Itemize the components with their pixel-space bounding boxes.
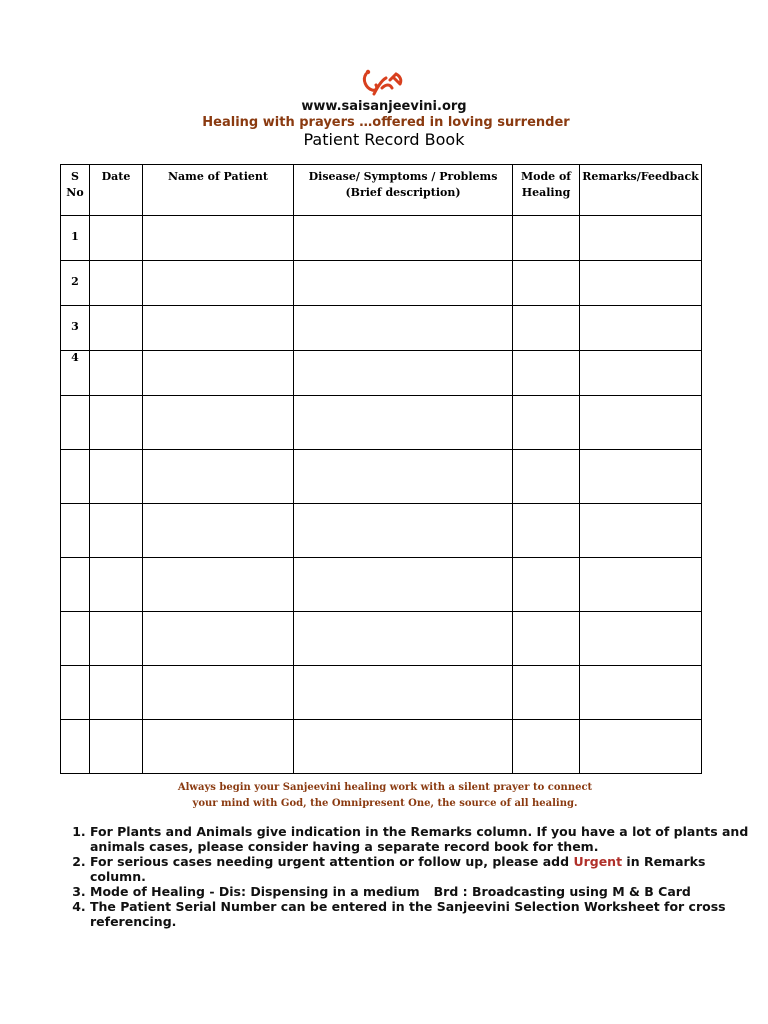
entry-cell[interactable] [513, 612, 580, 666]
serial-number-cell [61, 396, 90, 450]
sai-sanjeevini-logo-icon [360, 66, 406, 100]
entry-cell[interactable] [513, 216, 580, 261]
table-row [61, 612, 702, 666]
entry-cell[interactable] [580, 612, 702, 666]
serial-number-cell: 4 [61, 351, 90, 396]
entry-cell[interactable] [513, 450, 580, 504]
entry-cell[interactable] [143, 351, 294, 396]
entry-cell[interactable] [294, 612, 513, 666]
entry-cell[interactable] [143, 558, 294, 612]
table-row [61, 666, 702, 720]
serial-number-cell [61, 450, 90, 504]
entry-cell[interactable] [90, 504, 143, 558]
entry-cell[interactable] [90, 450, 143, 504]
column-header-disease: Disease/ Symptoms / Problems (Brief description) [294, 165, 513, 216]
list-item: 1. For Plants and Animals give indication in the Remarks column. If you have a lot of plants and animals cases, please consider having a separate record book for them. [90, 824, 760, 854]
entry-cell[interactable] [143, 450, 294, 504]
entry-cell[interactable] [580, 450, 702, 504]
entry-cell[interactable] [294, 504, 513, 558]
entry-cell[interactable] [143, 216, 294, 261]
entry-cell[interactable] [580, 351, 702, 396]
entry-cell[interactable] [90, 261, 143, 306]
serial-number-cell: 2 [61, 261, 90, 306]
entry-cell[interactable] [143, 261, 294, 306]
entry-cell[interactable] [580, 261, 702, 306]
website-url: www.saisanjeevini.org [301, 99, 467, 114]
entry-cell[interactable] [513, 666, 580, 720]
entry-cell[interactable] [580, 558, 702, 612]
entry-cell[interactable] [580, 306, 702, 351]
table-row [61, 720, 702, 774]
instructions-list [66, 824, 760, 929]
serial-number-cell [61, 612, 90, 666]
serial-number-cell: 3 [61, 306, 90, 351]
entry-cell[interactable] [580, 504, 702, 558]
column-header-name: Name of Patient [143, 165, 294, 216]
entry-cell[interactable] [294, 450, 513, 504]
column-header-mode: Mode of Healing [513, 165, 580, 216]
entry-cell[interactable] [90, 612, 143, 666]
entry-cell[interactable] [580, 216, 702, 261]
entry-cell[interactable] [90, 396, 143, 450]
table-header-row [61, 165, 702, 216]
serial-number-cell [61, 720, 90, 774]
table-row [61, 216, 702, 261]
entry-cell[interactable] [90, 306, 143, 351]
entry-cell[interactable] [513, 720, 580, 774]
entry-cell[interactable] [90, 216, 143, 261]
entry-cell[interactable] [143, 306, 294, 351]
entry-cell[interactable] [90, 720, 143, 774]
entry-cell[interactable] [513, 504, 580, 558]
entry-cell[interactable] [513, 558, 580, 612]
table-row [61, 504, 702, 558]
table-row [61, 558, 702, 612]
entry-cell[interactable] [294, 396, 513, 450]
entry-cell[interactable] [294, 558, 513, 612]
entry-cell[interactable] [513, 351, 580, 396]
entry-cell[interactable] [580, 666, 702, 720]
entry-cell[interactable] [90, 351, 143, 396]
entry-cell[interactable] [294, 351, 513, 396]
list-item: 2. For serious cases needing urgent attention or follow up, please add Urgent in Remarks column. [90, 854, 760, 884]
serial-number-cell: 1 [61, 216, 90, 261]
entry-cell[interactable] [143, 720, 294, 774]
entry-cell[interactable] [580, 396, 702, 450]
table-row [61, 396, 702, 450]
entry-cell[interactable] [143, 666, 294, 720]
column-header-remarks: Remarks/Feedback [580, 165, 702, 216]
entry-cell[interactable] [294, 216, 513, 261]
entry-cell[interactable] [143, 396, 294, 450]
entry-cell[interactable] [90, 666, 143, 720]
entry-cell[interactable] [580, 720, 702, 774]
entry-cell[interactable] [294, 720, 513, 774]
urgent-keyword: Urgent [573, 854, 623, 869]
entry-cell[interactable] [143, 504, 294, 558]
column-header-date: Date [90, 165, 143, 216]
entry-cell[interactable] [90, 558, 143, 612]
table-row [61, 261, 702, 306]
table-row [61, 306, 702, 351]
table-row [61, 450, 702, 504]
entry-cell[interactable] [143, 612, 294, 666]
entry-cell[interactable] [513, 396, 580, 450]
list-item: 4. The Patient Serial Number can be entered in the Sanjeevini Selection Worksheet for cross referencing. [90, 899, 760, 929]
serial-number-cell [61, 666, 90, 720]
entry-cell[interactable] [294, 666, 513, 720]
serial-number-cell [61, 558, 90, 612]
tagline: Healing with prayers …offered in loving surrender [202, 115, 570, 130]
serial-number-cell [61, 504, 90, 558]
column-header-sno: S No [61, 165, 90, 216]
entry-cell[interactable] [513, 306, 580, 351]
table-row [61, 351, 702, 396]
patient-record-table [60, 164, 702, 774]
prayer-note: Always begin your Sanjeevini healing work with a silent prayer to connect your mind with God, the Omnipresent One, the source of all healing. [177, 782, 593, 809]
list-item: 3. Mode of Healing - Dis: Dispensing in a medium Brd : Broadcasting using M & B Card [90, 884, 760, 899]
entry-cell[interactable] [294, 261, 513, 306]
entry-cell[interactable] [294, 306, 513, 351]
entry-cell[interactable] [513, 261, 580, 306]
page-title: Patient Record Book [303, 130, 465, 149]
